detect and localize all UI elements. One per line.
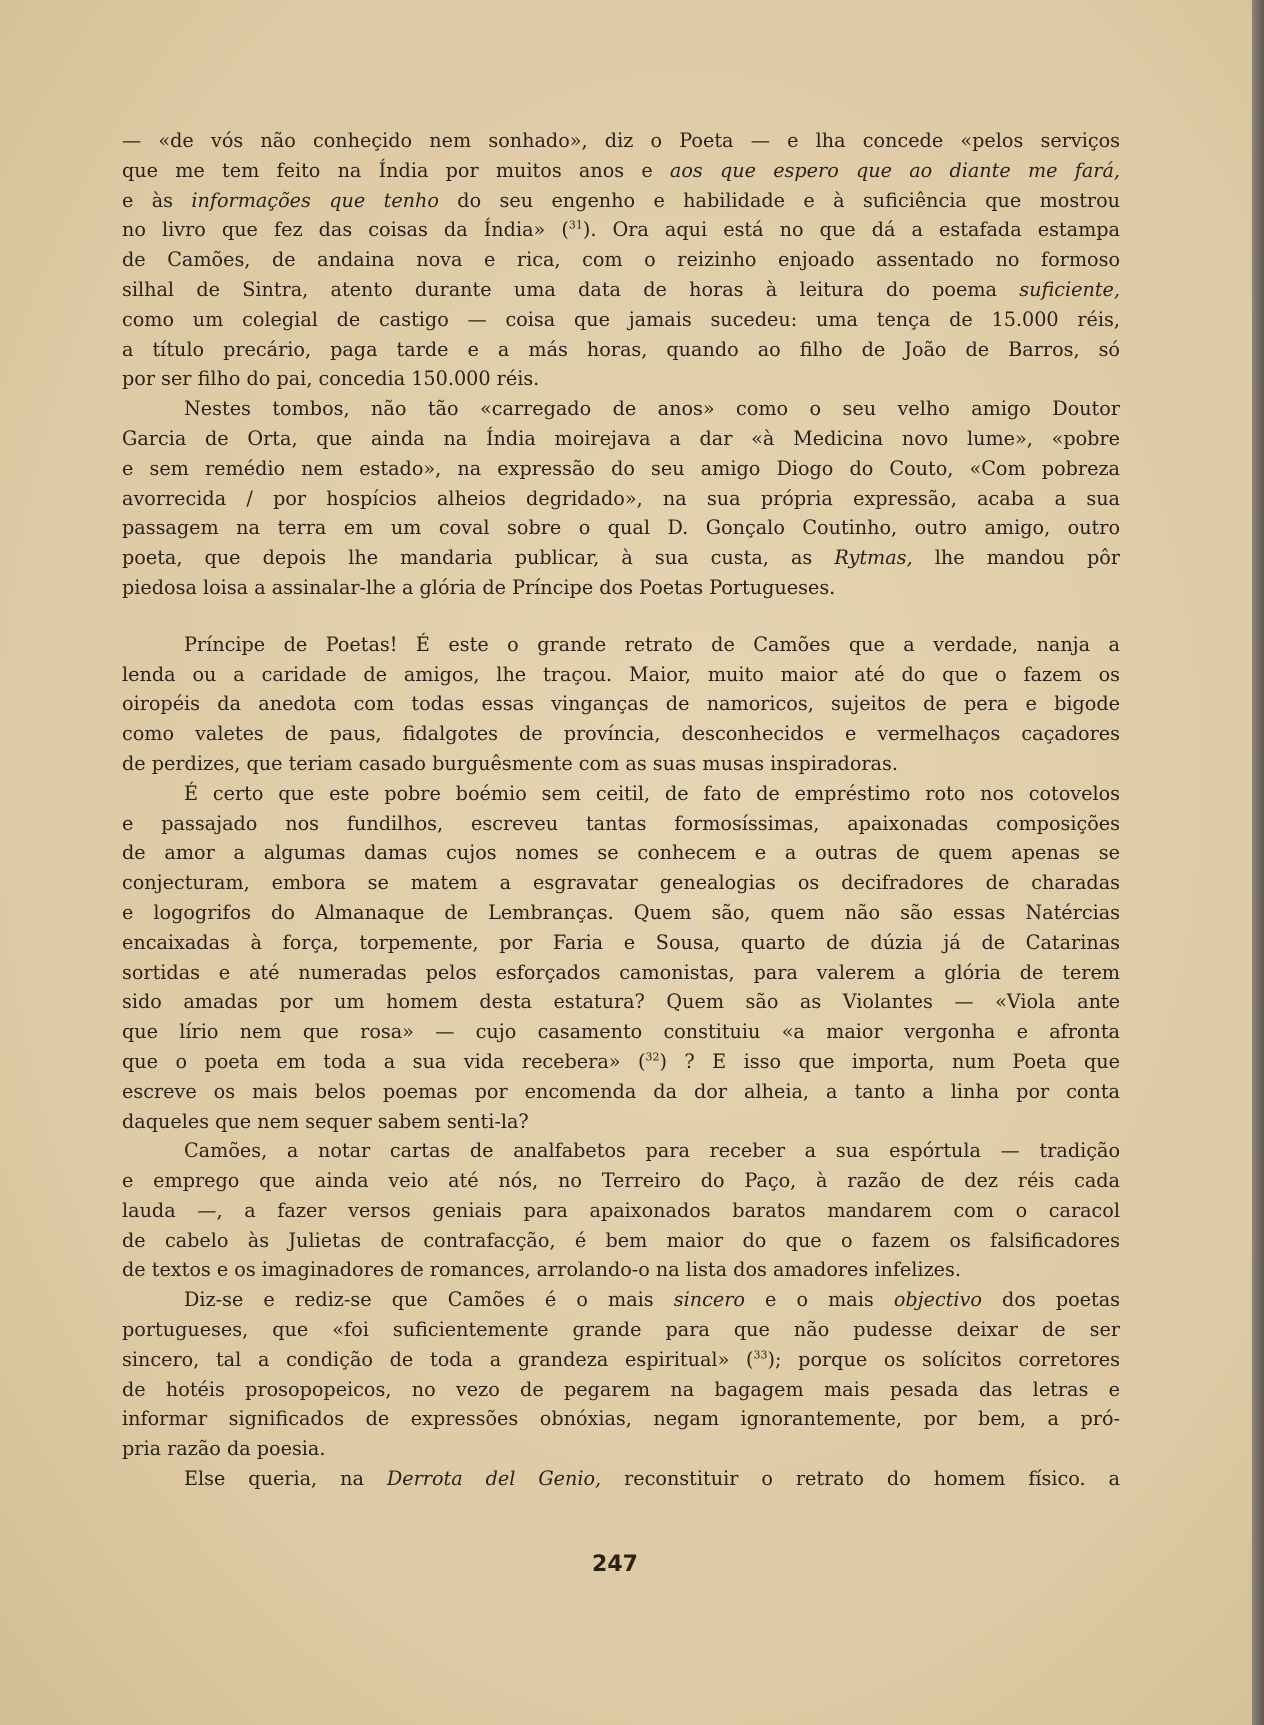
text-run: como valetes de paus, fidalgotes de província, desconhecidos e vermelhaços caçadores [122,722,1120,746]
text-line [122,689,1120,719]
italic-text: informações que tenho [191,188,439,212]
text-run: silhal de Sintra, atento durante uma data de horas à leitura do poema [122,277,1020,301]
text-run: dos poetas [981,1288,1121,1312]
text-run: sincero, tal a condição de toda a grandeza espiritual» ( [122,1347,754,1371]
text-run: reconstituir o retrato do homem físico. a [601,1467,1120,1491]
text-line [122,1077,1120,1107]
page-edge-shadow [1252,0,1264,1725]
text-run: que o poeta em toda a sua vida recebera» ( [122,1049,646,1073]
text-run: ). Ora aqui está no que dá a estafada estampa [582,218,1120,242]
text-line [122,543,1120,573]
text-run: de cabelo às Julietas de contrafacção, é bem maior do que o fazem os falsificadores [122,1228,1120,1252]
text-line [122,987,1120,1017]
text-line [122,630,1120,660]
text-line [122,838,1120,868]
text-line [122,484,1120,514]
text-line [122,1375,1120,1405]
text-line [122,1345,1120,1375]
text-line [122,958,1120,988]
text-run: avorrecida / por hospícios alheios degridado», na sua própria expressão, acaba a sua [122,486,1120,510]
text-line [122,809,1120,839]
text-line [122,779,1120,809]
text-line [122,1434,1120,1464]
text-run: e passajado nos fundilhos, escreveu tantas formosíssimas, apaixonadas composições [122,811,1120,835]
body-text [122,126,1120,1494]
text-line [122,1255,1120,1285]
text-line [122,454,1120,484]
text-line [122,1196,1120,1226]
text-run: como um colegial de castigo — coisa que jamais sucedeu: uma tença de 15.000 réis, [122,307,1120,331]
text-run: Garcia de Orta, que ainda na Índia moirejava a dar «à Medicina novo lume», «pobre [122,426,1120,450]
text-run: escreve os mais belos poemas por encomenda da dor alheia, a tanto a linha por conta [122,1079,1120,1103]
text-run: portugueses, que «foi suficientemente grande para que não pudesse deixar de ser [122,1318,1120,1342]
text-line [122,126,1120,156]
text-line [122,156,1120,186]
text-run: e às [122,188,192,212]
text-line [122,1226,1120,1256]
text-run: que lírio nem que rosa» — cujo casamento constituiu «a maior vergonha e afronta [122,1020,1120,1044]
text-run: poeta, que depois lhe mandaria publicar, à sua custa, as [122,546,835,570]
text-line [122,245,1120,275]
text-line [122,513,1120,543]
footnote-reference: 32 [645,1050,660,1064]
italic-text: suficiente, [1019,277,1120,301]
text-run: e sem remédio nem estado», na expressão do seu amigo Diogo do Couto, «Com pobreza [122,456,1120,480]
italic-text: sincero [673,1288,745,1312]
text-run: conjecturam, embora se matem a esgravatar genealogias os decifradores de charadas [122,871,1120,895]
text-run: de hotéis prosopopeicos, no vezo de pegarem na bagagem mais pesada das letras e [122,1377,1120,1401]
text-line [122,215,1120,245]
text-run: encaixadas à força, torpemente, por Faria e Sousa, quarto de dúzia já de Catarinas [122,930,1120,954]
text-run: Else queria, na [184,1467,387,1491]
text-run: e emprego que ainda veio até nós, no Terreiro do Paço, à razão de dez réis cada [122,1169,1120,1193]
italic-text: Rytmas, [834,546,913,570]
text-run: Nestes tombos, não tão «carregado de anos» como o seu velho amigo Doutor [184,397,1120,421]
text-line [122,394,1120,424]
text-line [122,275,1120,305]
text-run: a título precário, paga tarde e a más horas, quando ao filho de João de Barros, só [122,337,1120,361]
text-run: piedosa loisa a assinalar-lhe a glória de Príncipe dos Poetas Portugueses. [122,575,836,599]
text-run: daqueles que nem sequer sabem senti-la? [122,1109,529,1133]
text-run: Diz-se e rediz-se que Camões é o mais [184,1288,674,1312]
text-run: Príncipe de Poetas! É este o grande retrato de Camões que a verdade, nanja a [184,632,1120,656]
text-run: passagem na terra em um coval sobre o qual D. Gonçalo Coutinho, outro amigo, outro [122,516,1120,540]
text-line [122,1285,1120,1315]
text-run: que me tem feito na Índia por muitos anos e [122,158,670,182]
text-line [122,868,1120,898]
text-run: É certo que este pobre boémio sem ceitil, de fato de empréstimo roto nos cotovelos [184,781,1120,805]
text-run: lauda —, a fazer versos geniais para apaixonados baratos mandarem com o caracol [122,1198,1120,1222]
text-line [122,1404,1120,1434]
italic-text: objectivo [893,1288,982,1312]
page-number: 247 [592,1552,638,1577]
text-line [122,573,1120,603]
italic-text: Derrota del Genio, [386,1467,602,1491]
text-run: ) ? E isso que importa, num Poeta que [659,1049,1120,1073]
italic-text: aos que espero que ao diante me fará, [669,158,1120,182]
text-line [122,1136,1120,1166]
text-line [122,1464,1120,1494]
text-line [122,186,1120,216]
text-run: informar significados de expressões obnóxias, negam ignorantemente, por bem, a pró- [122,1407,1120,1431]
text-line [122,1107,1120,1137]
text-line [122,660,1120,690]
text-line [122,305,1120,335]
text-run: lenda ou a caridade de amigos, lhe traçou. Maior, muito maior até do que o fazem os [122,662,1120,686]
text-run: por ser filho do pai, concedia 150.000 réis. [122,367,540,391]
text-run: e logogrifos do Almanaque de Lembranças. Quem são, quem não são essas Natércias [122,900,1120,924]
text-run: de Camões, de andaina nova e rica, com o reizinho enjoado assentado no formoso [122,248,1120,272]
text-line [122,1315,1120,1345]
text-line [122,898,1120,928]
text-line [122,364,1120,394]
text-run: de amor a algumas damas cujos nomes se conhecem e a outras de quem apenas se [122,841,1120,865]
text-line [122,335,1120,365]
text-run: Camões, a notar cartas de analfabetos para receber a sua espórtula — tradição [184,1139,1120,1163]
text-line [122,928,1120,958]
text-run: sido amadas por um homem desta estatura? Quem são as Violantes — «Viola ante [122,990,1120,1014]
text-line [122,719,1120,749]
text-line [122,1166,1120,1196]
text-line [122,1047,1120,1077]
text-run: de textos e os imaginadores de romances, arrolando-o na lista dos amadores infelizes. [122,1258,961,1282]
text-line [122,424,1120,454]
text-run: ); porque os solícitos corretores [767,1347,1121,1371]
text-run: — «de vós não conheçido nem sonhado», diz o Poeta — e lha concede «pelos serviços [122,129,1120,152]
text-line [122,749,1120,779]
text-run: no livro que fez das coisas da Índia» ( [122,218,569,242]
text-line [122,1017,1120,1047]
footnote-reference: 33 [753,1348,768,1362]
text-run: do seu engenho e habilidade e à suficiência que mostrou [438,188,1120,212]
text-run: e o mais [744,1288,894,1312]
text-run: de perdizes, que teriam casado burguêsmente com as suas musas inspiradoras. [122,751,898,775]
text-run: oiropéis da anedota com todas essas vinganças de namoricos, sujeitos de pera e bigode [122,692,1120,716]
text-run: lhe mandou pôr [912,546,1120,570]
text-run: pria razão da poesia. [122,1437,326,1461]
text-run: sortidas e até numeradas pelos esforçados camonistas, para valerem a glória de terem [122,960,1120,984]
footnote-reference: 31 [568,219,583,232]
